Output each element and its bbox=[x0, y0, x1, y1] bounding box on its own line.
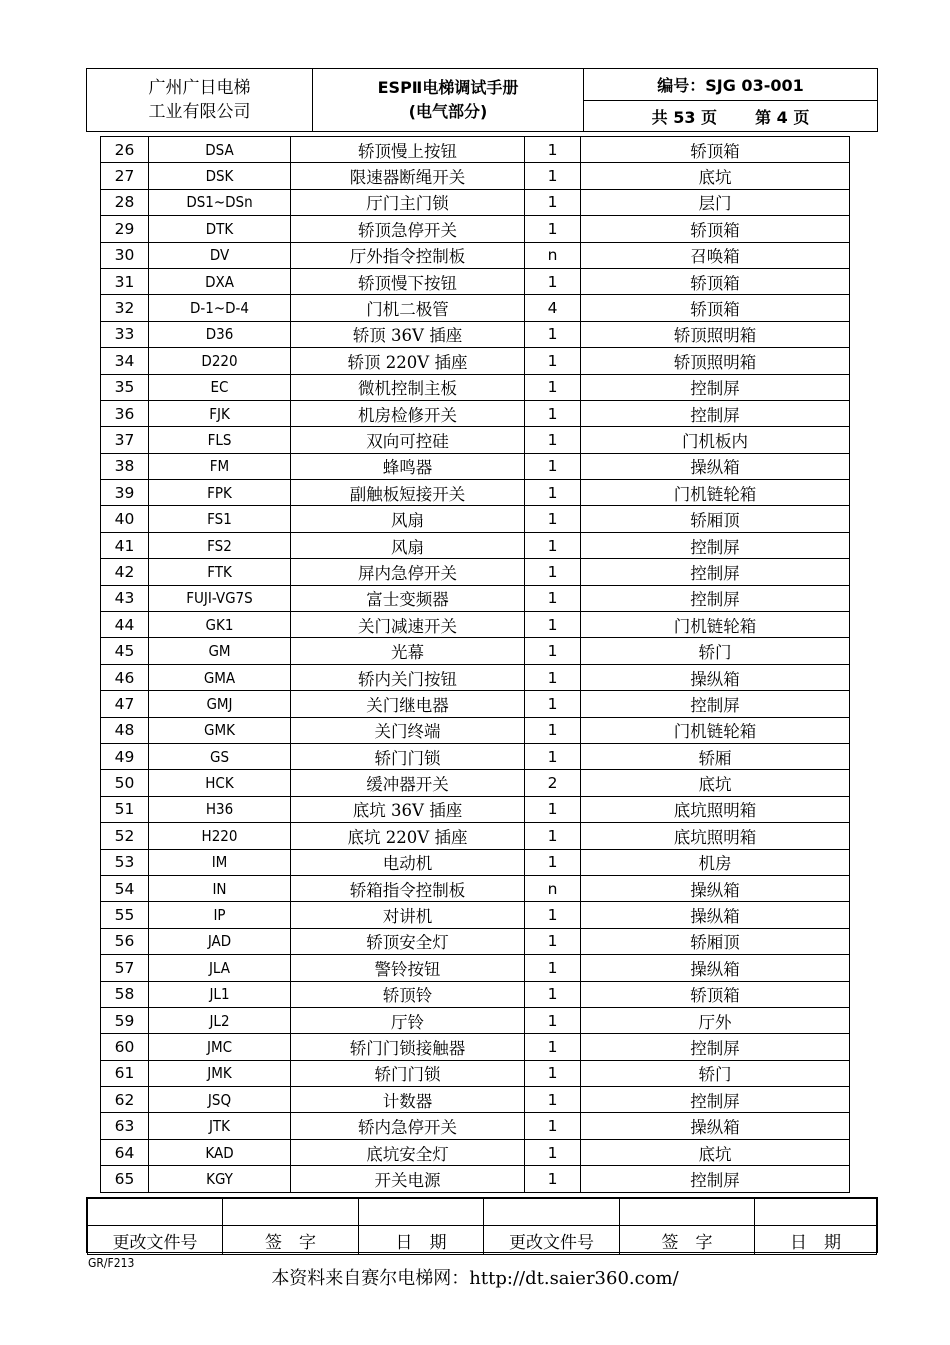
table-row bbox=[101, 163, 850, 189]
row-number: 56 bbox=[101, 928, 149, 954]
quantity: 1 bbox=[525, 427, 581, 453]
table-row bbox=[101, 137, 850, 163]
component-code: DV bbox=[149, 242, 291, 268]
table-row bbox=[101, 480, 850, 506]
location: 底坑 bbox=[581, 770, 850, 796]
table-row bbox=[101, 1113, 850, 1139]
row-number: 30 bbox=[101, 242, 149, 268]
component-code: FLS bbox=[149, 427, 291, 453]
component-code: JAD bbox=[149, 928, 291, 954]
row-number: 40 bbox=[101, 506, 149, 532]
component-name: 机房检修开关 bbox=[291, 400, 525, 426]
component-name: 轿顶 220V 插座 bbox=[291, 348, 525, 374]
component-name: 轿顶安全灯 bbox=[291, 928, 525, 954]
component-name: 轿门门锁 bbox=[291, 743, 525, 769]
quantity: 1 bbox=[525, 1166, 581, 1192]
component-code: KGY bbox=[149, 1166, 291, 1192]
component-code: DTK bbox=[149, 216, 291, 242]
row-number: 36 bbox=[101, 400, 149, 426]
source-note: 本资料来自赛尔电梯网：http://dt.saier360.com/ bbox=[271, 1268, 679, 1289]
component-name: 轿顶铃 bbox=[291, 981, 525, 1007]
date-label: 日 期 bbox=[359, 1226, 484, 1255]
location: 操纵箱 bbox=[581, 902, 850, 928]
table-row bbox=[101, 268, 850, 294]
component-name: 副触板短接开关 bbox=[291, 480, 525, 506]
row-number: 32 bbox=[101, 295, 149, 321]
component-code: GM bbox=[149, 638, 291, 664]
location: 操纵箱 bbox=[581, 955, 850, 981]
quantity: 1 bbox=[525, 1139, 581, 1165]
table-row bbox=[101, 453, 850, 479]
location: 轿顶箱 bbox=[581, 137, 850, 163]
component-code: JMC bbox=[149, 1034, 291, 1060]
row-number: 29 bbox=[101, 216, 149, 242]
component-name: 关门终端 bbox=[291, 717, 525, 743]
row-number: 50 bbox=[101, 770, 149, 796]
table-row bbox=[101, 849, 850, 875]
component-code: H220 bbox=[149, 823, 291, 849]
date-label: 日 期 bbox=[755, 1226, 877, 1255]
row-number: 42 bbox=[101, 559, 149, 585]
component-code: D-1~D-4 bbox=[149, 295, 291, 321]
quantity: 1 bbox=[525, 453, 581, 479]
component-name: 限速器断绳开关 bbox=[291, 163, 525, 189]
quantity: 1 bbox=[525, 612, 581, 638]
quantity: 1 bbox=[525, 849, 581, 875]
component-code: FM bbox=[149, 453, 291, 479]
document-meta bbox=[584, 69, 877, 131]
change-doc-label: 更改文件号 bbox=[484, 1226, 620, 1255]
component-name: 底坑 36V 插座 bbox=[291, 796, 525, 822]
component-name: 轿顶慢下按钮 bbox=[291, 268, 525, 294]
quantity: 1 bbox=[525, 664, 581, 690]
location: 底坑照明箱 bbox=[581, 823, 850, 849]
location: 控制屏 bbox=[581, 1034, 850, 1060]
table-row bbox=[101, 664, 850, 690]
location: 轿顶箱 bbox=[581, 295, 850, 321]
component-code: JMK bbox=[149, 1060, 291, 1086]
row-number: 33 bbox=[101, 321, 149, 347]
location: 控制屏 bbox=[581, 532, 850, 558]
quantity: 1 bbox=[525, 348, 581, 374]
component-name: 关门继电器 bbox=[291, 691, 525, 717]
component-code: D36 bbox=[149, 321, 291, 347]
quantity: 1 bbox=[525, 532, 581, 558]
component-code: GMK bbox=[149, 717, 291, 743]
company-name bbox=[87, 69, 313, 131]
component-name: 轿内关门按钮 bbox=[291, 664, 525, 690]
component-name: 底坑 220V 插座 bbox=[291, 823, 525, 849]
table-row bbox=[101, 1166, 850, 1192]
table-row bbox=[101, 1034, 850, 1060]
table-row bbox=[101, 348, 850, 374]
row-number: 47 bbox=[101, 691, 149, 717]
quantity: 1 bbox=[525, 163, 581, 189]
row-number: 53 bbox=[101, 849, 149, 875]
location: 厅外 bbox=[581, 1007, 850, 1033]
quantity: n bbox=[525, 242, 581, 268]
location: 轿门 bbox=[581, 1060, 850, 1086]
component-code: FS2 bbox=[149, 532, 291, 558]
table-row bbox=[101, 585, 850, 611]
table-row bbox=[101, 770, 850, 796]
table-row bbox=[101, 1139, 850, 1165]
row-number: 63 bbox=[101, 1113, 149, 1139]
row-number: 54 bbox=[101, 875, 149, 901]
location: 轿顶照明箱 bbox=[581, 321, 850, 347]
component-name: 光幕 bbox=[291, 638, 525, 664]
row-number: 43 bbox=[101, 585, 149, 611]
location: 底坑 bbox=[581, 163, 850, 189]
row-number: 51 bbox=[101, 796, 149, 822]
quantity: 1 bbox=[525, 717, 581, 743]
sign-label: 签 字 bbox=[620, 1226, 755, 1255]
row-number: 39 bbox=[101, 480, 149, 506]
quantity: 1 bbox=[525, 480, 581, 506]
document-code: 编号：SJG 03-001 bbox=[584, 69, 877, 101]
table-row bbox=[101, 875, 850, 901]
quantity: 1 bbox=[525, 981, 581, 1007]
page-number: 第 4 页 bbox=[755, 107, 810, 127]
component-name: 风扇 bbox=[291, 532, 525, 558]
component-name: 底坑安全灯 bbox=[291, 1139, 525, 1165]
location: 召唤箱 bbox=[581, 242, 850, 268]
row-number: 60 bbox=[101, 1034, 149, 1060]
table-row bbox=[101, 427, 850, 453]
component-code: GMA bbox=[149, 664, 291, 690]
location: 操纵箱 bbox=[581, 875, 850, 901]
component-name: 富士变频器 bbox=[291, 585, 525, 611]
component-code: ⅠP bbox=[149, 902, 291, 928]
table-row bbox=[101, 1087, 850, 1113]
row-number: 27 bbox=[101, 163, 149, 189]
row-number: 59 bbox=[101, 1007, 149, 1033]
table-row bbox=[101, 638, 850, 664]
form-code: GR/F213 bbox=[88, 1256, 135, 1270]
component-name: 开关电源 bbox=[291, 1166, 525, 1192]
table-row bbox=[101, 216, 850, 242]
component-name: 轿内急停开关 bbox=[291, 1113, 525, 1139]
location: 轿顶箱 bbox=[581, 216, 850, 242]
blank-cell bbox=[620, 1199, 755, 1226]
quantity: 1 bbox=[525, 216, 581, 242]
table-row bbox=[101, 902, 850, 928]
location: 操纵箱 bbox=[581, 453, 850, 479]
component-name: 警铃按钮 bbox=[291, 955, 525, 981]
row-number: 26 bbox=[101, 137, 149, 163]
row-number: 48 bbox=[101, 717, 149, 743]
component-code: HCK bbox=[149, 770, 291, 796]
sign-label: 签 字 bbox=[223, 1226, 359, 1255]
row-number: 37 bbox=[101, 427, 149, 453]
component-name: 风扇 bbox=[291, 506, 525, 532]
component-code: JLA bbox=[149, 955, 291, 981]
table-row bbox=[101, 189, 850, 215]
quantity: 1 bbox=[525, 1087, 581, 1113]
location: 轿门 bbox=[581, 638, 850, 664]
blank-cell bbox=[223, 1199, 359, 1226]
table-row bbox=[101, 506, 850, 532]
table-row bbox=[101, 928, 850, 954]
table-row bbox=[101, 823, 850, 849]
table-row bbox=[101, 717, 850, 743]
quantity: 4 bbox=[525, 295, 581, 321]
blank-cell bbox=[359, 1199, 484, 1226]
location: 底坑照明箱 bbox=[581, 796, 850, 822]
component-name: 轿箱指令控制板 bbox=[291, 875, 525, 901]
total-pages: 共 53 页 bbox=[651, 107, 718, 127]
location: 控制屏 bbox=[581, 400, 850, 426]
blank-cell bbox=[88, 1199, 223, 1226]
component-name: 微机控制主板 bbox=[291, 374, 525, 400]
quantity: 1 bbox=[525, 559, 581, 585]
table-row bbox=[101, 955, 850, 981]
row-number: 28 bbox=[101, 189, 149, 215]
component-code: GS bbox=[149, 743, 291, 769]
component-code: GMJ bbox=[149, 691, 291, 717]
component-code: D220 bbox=[149, 348, 291, 374]
component-name: 计数器 bbox=[291, 1087, 525, 1113]
quantity: 1 bbox=[525, 506, 581, 532]
location: 门机板内 bbox=[581, 427, 850, 453]
row-number: 45 bbox=[101, 638, 149, 664]
blank-cell bbox=[755, 1199, 877, 1226]
revision-footer bbox=[86, 1197, 878, 1253]
quantity: 1 bbox=[525, 374, 581, 400]
quantity: 1 bbox=[525, 321, 581, 347]
location: 门机链轮箱 bbox=[581, 717, 850, 743]
component-code: H36 bbox=[149, 796, 291, 822]
location: 控制屏 bbox=[581, 559, 850, 585]
quantity: 1 bbox=[525, 1113, 581, 1139]
component-name: 轿顶急停开关 bbox=[291, 216, 525, 242]
component-code: JL1 bbox=[149, 981, 291, 1007]
location: 轿厢顶 bbox=[581, 506, 850, 532]
component-code: FUJⅠ-VG7S bbox=[149, 585, 291, 611]
location: 控制屏 bbox=[581, 1166, 850, 1192]
component-code: FTK bbox=[149, 559, 291, 585]
row-number: 58 bbox=[101, 981, 149, 1007]
company-line-2: 工业有限公司 bbox=[148, 102, 251, 122]
change-doc-label: 更改文件号 bbox=[88, 1226, 223, 1255]
table-row bbox=[101, 559, 850, 585]
quantity: 1 bbox=[525, 823, 581, 849]
row-number: 44 bbox=[101, 612, 149, 638]
row-number: 65 bbox=[101, 1166, 149, 1192]
component-name: 厅外指令控制板 bbox=[291, 242, 525, 268]
table-row bbox=[101, 532, 850, 558]
component-code: DXA bbox=[149, 268, 291, 294]
table-row bbox=[101, 1060, 850, 1086]
location: 控制屏 bbox=[581, 691, 850, 717]
quantity: 1 bbox=[525, 400, 581, 426]
quantity: 1 bbox=[525, 189, 581, 215]
row-number: 41 bbox=[101, 532, 149, 558]
quantity: n bbox=[525, 875, 581, 901]
quantity: 1 bbox=[525, 1007, 581, 1033]
location: 门机链轮箱 bbox=[581, 480, 850, 506]
component-code: FS1 bbox=[149, 506, 291, 532]
location: 操纵箱 bbox=[581, 664, 850, 690]
row-number: 57 bbox=[101, 955, 149, 981]
row-number: 55 bbox=[101, 902, 149, 928]
company-line-1: 广州广日电梯 bbox=[148, 78, 251, 98]
component-code: FJK bbox=[149, 400, 291, 426]
quantity: 1 bbox=[525, 137, 581, 163]
quantity: 1 bbox=[525, 638, 581, 664]
location: 控制屏 bbox=[581, 374, 850, 400]
title-line-2: (电气部分) bbox=[408, 102, 488, 121]
component-code: ⅠN bbox=[149, 875, 291, 901]
row-number: 52 bbox=[101, 823, 149, 849]
component-name: 轿顶慢上按钮 bbox=[291, 137, 525, 163]
location: 控制屏 bbox=[581, 585, 850, 611]
component-code: DSK bbox=[149, 163, 291, 189]
component-code: GK1 bbox=[149, 612, 291, 638]
quantity: 1 bbox=[525, 691, 581, 717]
location: 轿顶箱 bbox=[581, 268, 850, 294]
location: 底坑 bbox=[581, 1139, 850, 1165]
quantity: 2 bbox=[525, 770, 581, 796]
table-row bbox=[101, 321, 850, 347]
component-name: 缓冲器开关 bbox=[291, 770, 525, 796]
component-code: JTK bbox=[149, 1113, 291, 1139]
component-name: 轿门门锁 bbox=[291, 1060, 525, 1086]
component-code: DSA bbox=[149, 137, 291, 163]
quantity: 1 bbox=[525, 955, 581, 981]
location: 门机链轮箱 bbox=[581, 612, 850, 638]
row-number: 49 bbox=[101, 743, 149, 769]
row-number: 46 bbox=[101, 664, 149, 690]
document-header bbox=[86, 68, 878, 132]
location: 轿厢 bbox=[581, 743, 850, 769]
component-name: 厅门主门锁 bbox=[291, 189, 525, 215]
quantity: 1 bbox=[525, 268, 581, 294]
component-name: 蜂鸣器 bbox=[291, 453, 525, 479]
title-line-1: ESPⅡ电梯调试手册 bbox=[377, 78, 519, 97]
component-name: 轿顶 36V 插座 bbox=[291, 321, 525, 347]
component-code: ⅠM bbox=[149, 849, 291, 875]
component-name: 门机二极管 bbox=[291, 295, 525, 321]
component-name: 轿门门锁接触器 bbox=[291, 1034, 525, 1060]
location: 轿顶照明箱 bbox=[581, 348, 850, 374]
component-code: JSQ bbox=[149, 1087, 291, 1113]
component-name: 厅铃 bbox=[291, 1007, 525, 1033]
document-title bbox=[313, 69, 584, 131]
page-info bbox=[584, 101, 877, 131]
row-number: 34 bbox=[101, 348, 149, 374]
component-name: 屏内急停开关 bbox=[291, 559, 525, 585]
component-name: 对讲机 bbox=[291, 902, 525, 928]
location: 控制屏 bbox=[581, 1087, 850, 1113]
row-number: 38 bbox=[101, 453, 149, 479]
quantity: 1 bbox=[525, 743, 581, 769]
quantity: 1 bbox=[525, 1060, 581, 1086]
row-number: 35 bbox=[101, 374, 149, 400]
quantity: 1 bbox=[525, 585, 581, 611]
blank-cell bbox=[484, 1199, 620, 1226]
location: 轿厢顶 bbox=[581, 928, 850, 954]
quantity: 1 bbox=[525, 928, 581, 954]
component-name: 双向可控硅 bbox=[291, 427, 525, 453]
table-row bbox=[101, 1007, 850, 1033]
table-row bbox=[101, 400, 850, 426]
location: 操纵箱 bbox=[581, 1113, 850, 1139]
component-code: KAD bbox=[149, 1139, 291, 1165]
quantity: 1 bbox=[525, 902, 581, 928]
component-name: 关门减速开关 bbox=[291, 612, 525, 638]
location: 机房 bbox=[581, 849, 850, 875]
component-name: 电动机 bbox=[291, 849, 525, 875]
location: 轿顶箱 bbox=[581, 981, 850, 1007]
row-number: 31 bbox=[101, 268, 149, 294]
components-table bbox=[100, 136, 850, 1193]
table-row bbox=[101, 374, 850, 400]
location: 层门 bbox=[581, 189, 850, 215]
component-code: JL2 bbox=[149, 1007, 291, 1033]
component-code: FPK bbox=[149, 480, 291, 506]
table-row bbox=[101, 691, 850, 717]
table-row bbox=[101, 612, 850, 638]
table-row bbox=[101, 242, 850, 268]
table-row bbox=[101, 981, 850, 1007]
quantity: 1 bbox=[525, 1034, 581, 1060]
table-row bbox=[101, 796, 850, 822]
row-number: 61 bbox=[101, 1060, 149, 1086]
component-code: EC bbox=[149, 374, 291, 400]
table-row bbox=[101, 743, 850, 769]
table-row bbox=[101, 295, 850, 321]
quantity: 1 bbox=[525, 796, 581, 822]
row-number: 64 bbox=[101, 1139, 149, 1165]
row-number: 62 bbox=[101, 1087, 149, 1113]
component-code: DS1~DSn bbox=[149, 189, 291, 215]
